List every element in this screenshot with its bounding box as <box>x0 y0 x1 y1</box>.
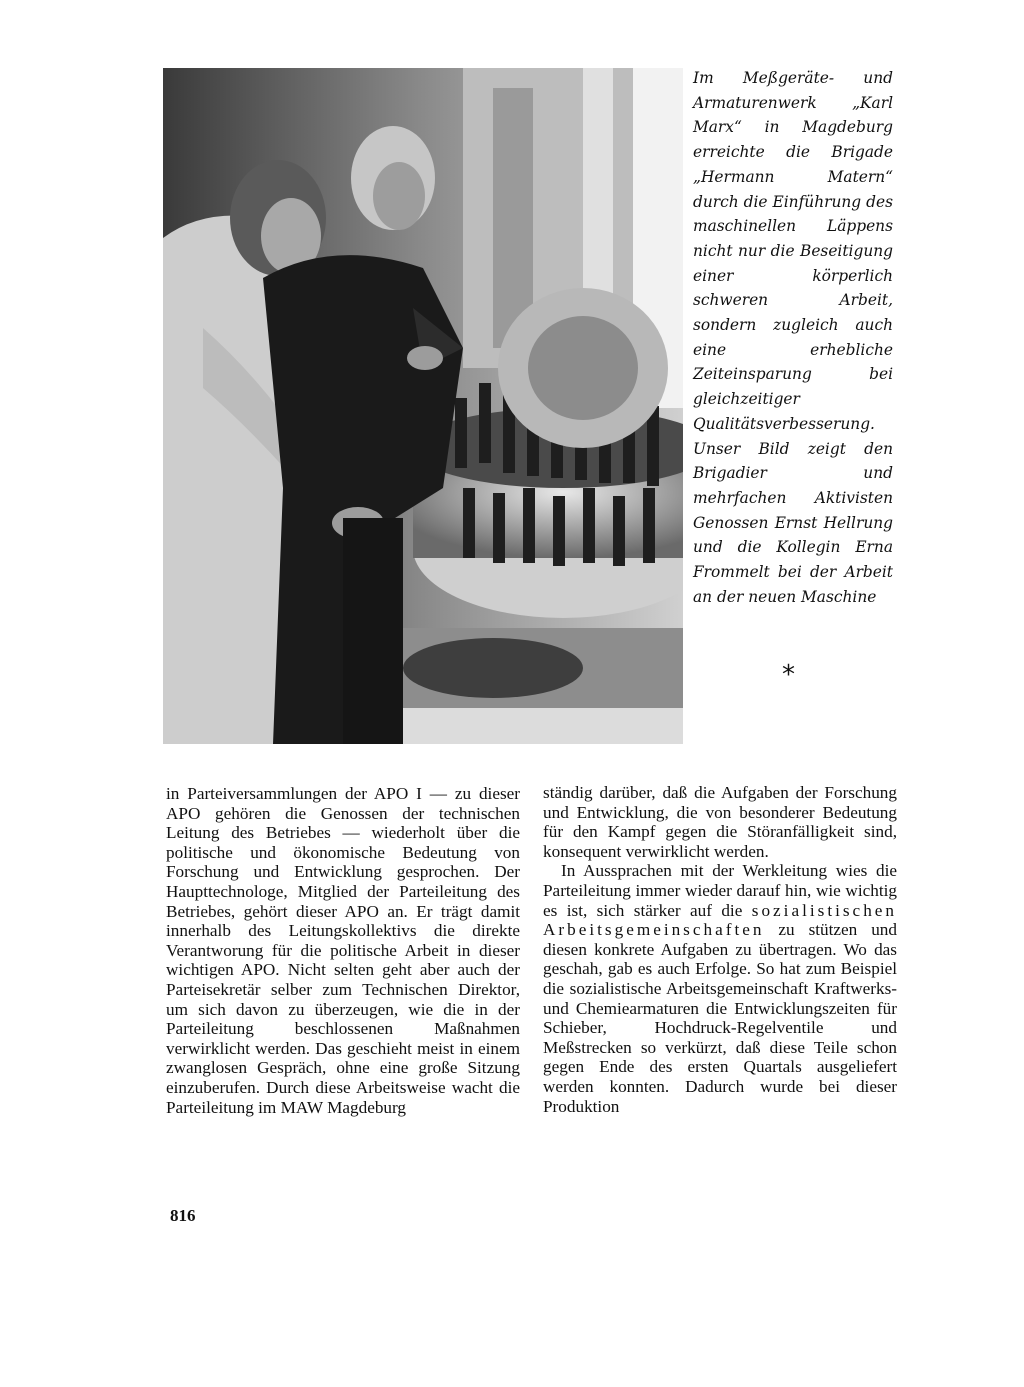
photo-caption: Im Meßgeräte- und Armaturenwerk „Karl Marx“ in Magdeburg erreichte die Brigade „Hermann Matern“ durch die Einführung des maschinellen Läppens nicht nur die Beseitigung einer körperlich schweren Arbeit, sondern zugleich auch eine erhebliche Zeiteinsparung bei gleichzeitiger Qualitätsverbesserung. Unser Bild zeigt den Brigadier und mehrfachen Aktivisten Genossen Ernst Hellrung und die Kollegin Erna Frommelt bei der Arbeit an der neuen Maschine <box>693 69 893 606</box>
paragraph: ständig darüber, daß die Aufgaben der Forschung und Entwicklung, die von besonderer Bedeutung für den Kampf gegen die Störanfälligkeit sind, konsequent verwirklicht werden. <box>543 783 897 861</box>
paragraph-text: In Aussprachen mit der Werkleitung wies die Parteileitung immer wieder darauf hin, wie wichtig es ist, sich stärker auf die <box>543 861 897 920</box>
paragraph-text: zu stützen und diesen konkrete Aufgaben zu übertragen. Wo das geschah, gab es auch Erfolge. So hat zum Beispiel die sozialistische Arbeitsgemeinschaft Kraftwerks- und Chemiearmaturen die Entwicklungszeiten für Schieber, Hochdruck-Regelventile und Meßstrecken so verkürzt, daß diese Teile schon gegen Ende des ersten Quartals ausgeliefert werden konnten. Dadurch wurde bei dieser Produktion <box>543 920 897 1116</box>
text-column-left <box>166 784 520 1117</box>
photo-workers-at-lapping-machine <box>163 68 683 744</box>
paragraph: in Parteiversammlungen der APO I — zu dieser APO gehören die Genossen der technischen Leitung des Betriebes — wiederholt über die politische und ökonomische Bedeutung von Forschung und Entwicklung gesprochen. Der Haupttechnologe, Mitglied der Parteileitung des Betriebes, gehört dieser APO an. Er trägt damit innerhalb des Leitungskollektivs die direkte Verantworung für die politische Arbeit in dieser wichtigen APO. Nicht selten geht aber auch der Parteisekretär selber zum Technischen Direktor, um sich davon zu überzeugen, wie die in der Parteileitung beschlossenen Maßnahmen verwirklicht werden. Das geschieht meist in einem zwanglosen Gespräch, ohne eine große Sitzung einzuberufen. Durch diese Arbeitsweise wacht die Parteileitung im MAW Magdeburg <box>166 784 520 1117</box>
asterisk-ornament: * <box>782 660 795 690</box>
emphasized-text: sozialistischen Arbeitsgemeinschaften <box>543 900 898 940</box>
page-number: 816 <box>170 1206 196 1225</box>
paragraph <box>543 861 897 1116</box>
text-column-right <box>543 783 897 1116</box>
